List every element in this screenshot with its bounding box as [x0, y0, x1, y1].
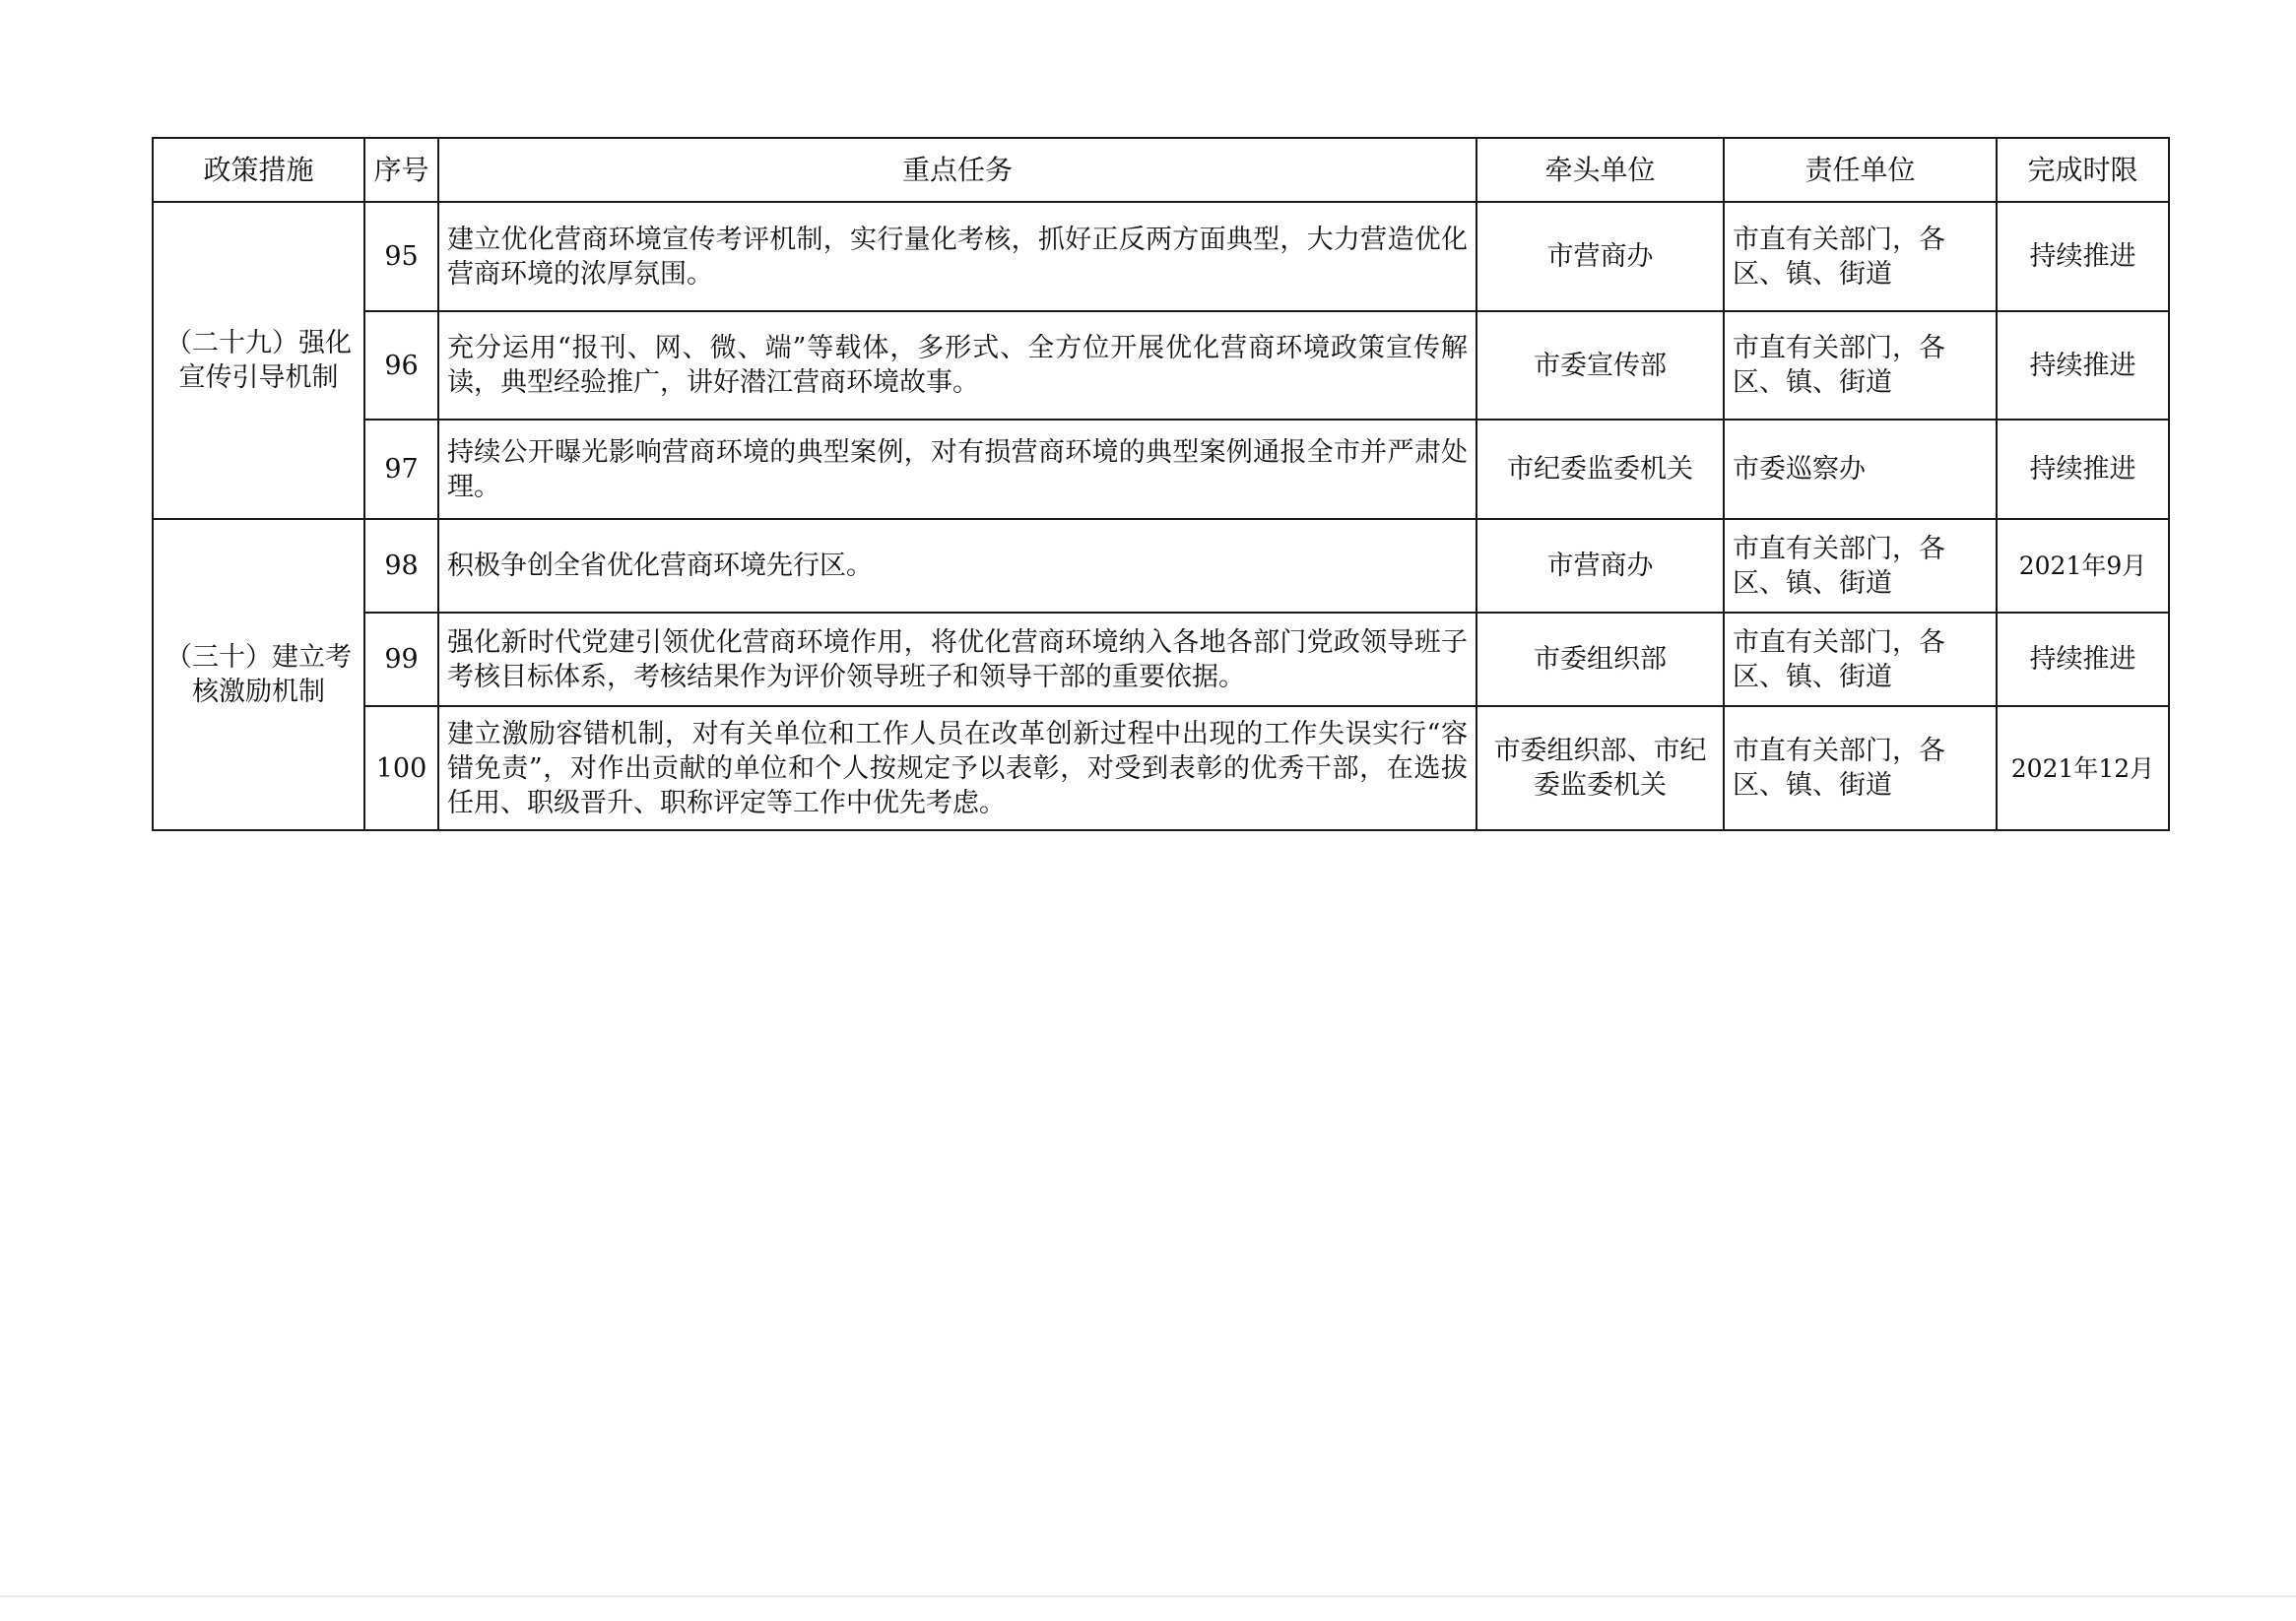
lead-unit-cell: 市营商办	[1476, 519, 1724, 613]
table-header-row	[153, 138, 2169, 202]
policy-task-table	[152, 137, 2170, 831]
task-cell: 持续公开曝光影响营商环境的典型案例，对有损营商环境的典型案例通报全市并严肃处理。	[438, 420, 1476, 519]
table-row	[153, 613, 2169, 706]
header-lead: 牵头单位	[1476, 138, 1724, 202]
table-row	[153, 420, 2169, 519]
lead-unit-cell: 市纪委监委机关	[1476, 420, 1724, 519]
seq-cell: 98	[364, 519, 438, 613]
table-row	[153, 202, 2169, 311]
seq-cell: 96	[364, 311, 438, 420]
task-cell: 积极争创全省优化营商环境先行区。	[438, 519, 1476, 613]
task-cell: 建立激励容错机制，对有关单位和工作人员在改革创新过程中出现的工作失误实行“容错免责”，对作出贡献的单位和个人按规定予以表彰，对受到表彰的优秀干部，在选拔任用、职级晋升、职称评定等工作中优先考虑。	[438, 706, 1476, 830]
seq-cell: 100	[364, 706, 438, 830]
responsible-unit-cell: 市直有关部门，各区、镇、街道	[1724, 311, 1997, 420]
task-cell: 充分运用“报刊、网、微、端”等载体，多形式、全方位开展优化营商环境政策宣传解读，典型经验推广，讲好潜江营商环境故事。	[438, 311, 1476, 420]
seq-cell: 95	[364, 202, 438, 311]
responsible-unit-cell: 市委巡察办	[1724, 420, 1997, 519]
deadline-cell: 2021年12月	[1997, 706, 2169, 830]
deadline-cell: 持续推进	[1997, 311, 2169, 420]
header-seq: 序号	[364, 138, 438, 202]
deadline-cell: 2021年9月	[1997, 519, 2169, 613]
deadline-cell: 持续推进	[1997, 202, 2169, 311]
responsible-unit-cell: 市直有关部门，各区、镇、街道	[1724, 202, 1997, 311]
responsible-unit-cell: 市直有关部门，各区、镇、街道	[1724, 519, 1997, 613]
task-cell: 强化新时代党建引领优化营商环境作用，将优化营商环境纳入各地各部门党政领导班子考核目标体系，考核结果作为评价领导班子和领导干部的重要依据。	[438, 613, 1476, 706]
lead-unit-cell: 市营商办	[1476, 202, 1724, 311]
responsible-unit-cell: 市直有关部门，各区、镇、街道	[1724, 613, 1997, 706]
responsible-unit-cell: 市直有关部门，各区、镇、街道	[1724, 706, 1997, 830]
seq-cell: 99	[364, 613, 438, 706]
policy-measure-cell: （三十）建立考核激励机制	[153, 519, 364, 830]
deadline-cell: 持续推进	[1997, 613, 2169, 706]
table-row	[153, 311, 2169, 420]
lead-unit-cell: 市委组织部	[1476, 613, 1724, 706]
seq-cell: 97	[364, 420, 438, 519]
header-deadline: 完成时限	[1997, 138, 2169, 202]
header-task: 重点任务	[438, 138, 1476, 202]
deadline-cell: 持续推进	[1997, 420, 2169, 519]
policy-measure-cell: （二十九）强化宣传引导机制	[153, 202, 364, 519]
header-measure: 政策措施	[153, 138, 364, 202]
header-resp: 责任单位	[1724, 138, 1997, 202]
task-cell: 建立优化营商环境宣传考评机制，实行量化考核，抓好正反两方面典型，大力营造优化营商环境的浓厚氛围。	[438, 202, 1476, 311]
table-row	[153, 706, 2169, 830]
scan-edge-line	[0, 1595, 2296, 1597]
table-row	[153, 519, 2169, 613]
lead-unit-cell: 市委组织部、市纪委监委机关	[1476, 706, 1724, 830]
lead-unit-cell: 市委宣传部	[1476, 311, 1724, 420]
